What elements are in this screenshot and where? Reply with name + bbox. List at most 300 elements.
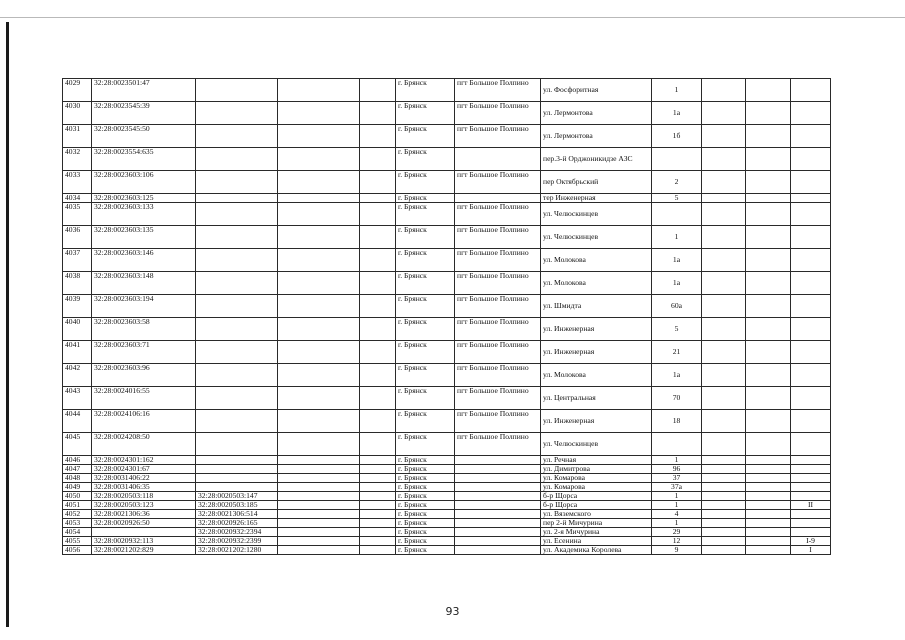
city-cell: г. Брянск xyxy=(396,102,455,125)
empty-cell xyxy=(360,79,396,102)
empty-cell xyxy=(278,546,360,555)
empty-cell xyxy=(746,272,791,295)
city-cell: г. Брянск xyxy=(396,546,455,555)
building-cell xyxy=(702,546,746,555)
table-row xyxy=(63,171,831,194)
empty-cell xyxy=(278,465,360,474)
empty-cell xyxy=(746,295,791,318)
empty-cell xyxy=(278,364,360,387)
city-cell: г. Брянск xyxy=(396,249,455,272)
table-row xyxy=(63,492,831,501)
table-row xyxy=(63,456,831,465)
settlement-cell xyxy=(455,519,541,528)
row-number-cell: 4038 xyxy=(63,272,92,295)
empty-cell xyxy=(746,546,791,555)
city-cell: г. Брянск xyxy=(396,528,455,537)
premises-cadastral-cell xyxy=(196,194,278,203)
empty-cell xyxy=(746,102,791,125)
building-cell xyxy=(702,272,746,295)
empty-cell xyxy=(360,492,396,501)
premises-number-cell xyxy=(791,433,831,456)
settlement-cell: пгт Большое Полпино xyxy=(455,341,541,364)
empty-cell xyxy=(746,501,791,510)
empty-cell xyxy=(278,79,360,102)
premises-number-cell xyxy=(791,341,831,364)
cadastral-number-cell: 32:28:0031406:35 xyxy=(92,483,196,492)
empty-cell xyxy=(746,148,791,171)
house-number-cell: 18 xyxy=(652,410,702,433)
premises-number-cell xyxy=(791,483,831,492)
house-number-cell xyxy=(652,203,702,226)
empty-cell xyxy=(278,483,360,492)
table-row xyxy=(63,501,831,510)
row-number-cell: 4031 xyxy=(63,125,92,148)
table-row xyxy=(63,295,831,318)
street-cell: ул. Инженерная xyxy=(541,341,652,364)
house-number-cell: 4 xyxy=(652,510,702,519)
cadastral-number-cell: 32:28:0023603:146 xyxy=(92,249,196,272)
settlement-cell: пгт Большое Полпино xyxy=(455,79,541,102)
premises-cadastral-cell xyxy=(196,125,278,148)
city-cell: г. Брянск xyxy=(396,226,455,249)
empty-cell xyxy=(746,125,791,148)
premises-number-cell xyxy=(791,510,831,519)
premises-number-cell xyxy=(791,410,831,433)
premises-cadastral-cell xyxy=(196,456,278,465)
building-cell xyxy=(702,433,746,456)
house-number-cell: 2 xyxy=(652,171,702,194)
cadastral-number-cell: 32:28:0023603:194 xyxy=(92,295,196,318)
premises-cadastral-cell xyxy=(196,474,278,483)
house-number-cell: 1 xyxy=(652,226,702,249)
row-number-cell: 4054 xyxy=(63,528,92,537)
table-row xyxy=(63,125,831,148)
empty-cell xyxy=(278,456,360,465)
cadastral-number-cell: 32:28:0024106:16 xyxy=(92,410,196,433)
cadastral-number-cell: 32:28:0020926:50 xyxy=(92,519,196,528)
cadastral-number-cell: 32:28:0023501:47 xyxy=(92,79,196,102)
table-row xyxy=(63,249,831,272)
table-row xyxy=(63,203,831,226)
table-row xyxy=(63,465,831,474)
premises-number-cell xyxy=(791,519,831,528)
building-cell xyxy=(702,79,746,102)
city-cell: г. Брянск xyxy=(396,433,455,456)
cadastral-number-cell: 32:28:0023603:133 xyxy=(92,203,196,226)
premises-cadastral-cell xyxy=(196,364,278,387)
table-row xyxy=(63,510,831,519)
premises-cadastral-cell xyxy=(196,249,278,272)
settlement-cell: пгт Большое Полпино xyxy=(455,410,541,433)
city-cell: г. Брянск xyxy=(396,474,455,483)
empty-cell xyxy=(278,501,360,510)
premises-number-cell xyxy=(791,272,831,295)
building-cell xyxy=(702,519,746,528)
page-number: 93 xyxy=(445,605,460,618)
street-cell: ул. 2-я Мичурина xyxy=(541,528,652,537)
city-cell: г. Брянск xyxy=(396,272,455,295)
empty-cell xyxy=(278,318,360,341)
settlement-cell: пгт Большое Полпино xyxy=(455,295,541,318)
house-number-cell: 60а xyxy=(652,295,702,318)
table-row xyxy=(63,226,831,249)
empty-cell xyxy=(360,387,396,410)
settlement-cell xyxy=(455,510,541,519)
house-number-cell: 1а xyxy=(652,102,702,125)
city-cell: г. Брянск xyxy=(396,79,455,102)
row-number-cell: 4032 xyxy=(63,148,92,171)
premises-cadastral-cell xyxy=(196,272,278,295)
empty-cell xyxy=(278,171,360,194)
row-number-cell: 4039 xyxy=(63,295,92,318)
premises-number-cell xyxy=(791,387,831,410)
empty-cell xyxy=(746,387,791,410)
house-number-cell: 1а xyxy=(652,272,702,295)
building-cell xyxy=(702,465,746,474)
empty-cell xyxy=(278,537,360,546)
premises-cadastral-cell xyxy=(196,465,278,474)
empty-cell xyxy=(746,528,791,537)
cadastral-number-cell: 32:28:0021202:829 xyxy=(92,546,196,555)
building-cell xyxy=(702,364,746,387)
empty-cell xyxy=(746,410,791,433)
house-number-cell: 96 xyxy=(652,465,702,474)
city-cell: г. Брянск xyxy=(396,456,455,465)
house-number-cell: 1а xyxy=(652,249,702,272)
street-cell: ул. Речная xyxy=(541,456,652,465)
row-number-cell: 4034 xyxy=(63,194,92,203)
street-cell: ул. Челюскинцев xyxy=(541,203,652,226)
settlement-cell: пгт Большое Полпино xyxy=(455,171,541,194)
house-number-cell: 9 xyxy=(652,546,702,555)
registry-rows xyxy=(63,79,831,555)
building-cell xyxy=(702,341,746,364)
empty-cell xyxy=(360,510,396,519)
premises-number-cell: I-9 xyxy=(791,537,831,546)
row-number-cell: 4053 xyxy=(63,519,92,528)
premises-cadastral-cell xyxy=(196,387,278,410)
empty-cell xyxy=(746,433,791,456)
building-cell xyxy=(702,492,746,501)
table-row xyxy=(63,148,831,171)
empty-cell xyxy=(278,492,360,501)
table-row xyxy=(63,318,831,341)
building-cell xyxy=(702,456,746,465)
street-cell: ул. Центральная xyxy=(541,387,652,410)
premises-number-cell xyxy=(791,318,831,341)
empty-cell xyxy=(360,226,396,249)
row-number-cell: 4029 xyxy=(63,79,92,102)
house-number-cell: 1 xyxy=(652,519,702,528)
premises-number-cell xyxy=(791,102,831,125)
empty-cell xyxy=(278,125,360,148)
house-number-cell: 1б xyxy=(652,125,702,148)
empty-cell xyxy=(278,203,360,226)
empty-cell xyxy=(360,318,396,341)
house-number-cell: 1 xyxy=(652,79,702,102)
building-cell xyxy=(702,483,746,492)
street-cell: пер Октябрьский xyxy=(541,171,652,194)
house-number-cell: 37 xyxy=(652,474,702,483)
building-cell xyxy=(702,203,746,226)
settlement-cell: пгт Большое Полпино xyxy=(455,272,541,295)
scan-binding-edge xyxy=(6,22,9,627)
premises-number-cell xyxy=(791,364,831,387)
building-cell xyxy=(702,537,746,546)
premises-number-cell: I xyxy=(791,546,831,555)
premises-cadastral-cell: 32:28:0020503:185 xyxy=(196,501,278,510)
city-cell: г. Брянск xyxy=(396,483,455,492)
empty-cell xyxy=(360,272,396,295)
settlement-cell: пгт Большое Полпино xyxy=(455,226,541,249)
address-registry-table xyxy=(62,78,831,555)
empty-cell xyxy=(360,249,396,272)
premises-number-cell xyxy=(791,528,831,537)
cadastral-number-cell: 32:28:0024208:50 xyxy=(92,433,196,456)
house-number-cell: 5 xyxy=(652,194,702,203)
empty-cell xyxy=(360,433,396,456)
premises-cadastral-cell xyxy=(196,318,278,341)
cadastral-number-cell: 32:28:0023545:39 xyxy=(92,102,196,125)
table-row xyxy=(63,364,831,387)
city-cell: г. Брянск xyxy=(396,125,455,148)
city-cell: г. Брянск xyxy=(396,519,455,528)
street-cell: ул. Челюскинцев xyxy=(541,226,652,249)
street-cell: ул. Комарова xyxy=(541,474,652,483)
street-cell: б-р Щорса xyxy=(541,492,652,501)
street-cell: ул. Вяземского xyxy=(541,510,652,519)
empty-cell xyxy=(746,171,791,194)
page-top-rule xyxy=(0,17,905,18)
table-row xyxy=(63,272,831,295)
cadastral-number-cell: 32:28:0024301:67 xyxy=(92,465,196,474)
city-cell: г. Брянск xyxy=(396,171,455,194)
empty-cell xyxy=(746,318,791,341)
premises-cadastral-cell: 32:28:0020926:165 xyxy=(196,519,278,528)
street-cell: пер 2-й Мичурина xyxy=(541,519,652,528)
settlement-cell: пгт Большое Полпино xyxy=(455,387,541,410)
premises-number-cell xyxy=(791,465,831,474)
empty-cell xyxy=(360,528,396,537)
empty-cell xyxy=(360,501,396,510)
settlement-cell xyxy=(455,501,541,510)
settlement-cell: пгт Большое Полпино xyxy=(455,433,541,456)
premises-cadastral-cell: 32:28:0021202:1280 xyxy=(196,546,278,555)
row-number-cell: 4046 xyxy=(63,456,92,465)
street-cell: ул. Челюскинцев xyxy=(541,433,652,456)
street-cell: ул. Академика Королева xyxy=(541,546,652,555)
street-cell: ул. Димитрова xyxy=(541,465,652,474)
settlement-cell: пгт Большое Полпино xyxy=(455,364,541,387)
premises-number-cell xyxy=(791,295,831,318)
row-number-cell: 4041 xyxy=(63,341,92,364)
building-cell xyxy=(702,528,746,537)
street-cell: ул. Лермонтова xyxy=(541,102,652,125)
empty-cell xyxy=(278,387,360,410)
empty-cell xyxy=(360,102,396,125)
premises-number-cell xyxy=(791,79,831,102)
building-cell xyxy=(702,474,746,483)
empty-cell xyxy=(746,492,791,501)
empty-cell xyxy=(746,483,791,492)
empty-cell xyxy=(278,341,360,364)
row-number-cell: 4052 xyxy=(63,510,92,519)
table-row xyxy=(63,483,831,492)
row-number-cell: 4033 xyxy=(63,171,92,194)
street-cell: ул. Молокова xyxy=(541,272,652,295)
premises-cadastral-cell xyxy=(196,433,278,456)
table-row xyxy=(63,537,831,546)
street-cell: ул. Молокова xyxy=(541,249,652,272)
table-row xyxy=(63,528,831,537)
empty-cell xyxy=(746,203,791,226)
empty-cell xyxy=(746,519,791,528)
row-number-cell: 4047 xyxy=(63,465,92,474)
building-cell xyxy=(702,148,746,171)
premises-number-cell xyxy=(791,226,831,249)
settlement-cell xyxy=(455,456,541,465)
house-number-cell: 21 xyxy=(652,341,702,364)
street-cell: ул. Комарова xyxy=(541,483,652,492)
building-cell xyxy=(702,125,746,148)
city-cell: г. Брянск xyxy=(396,501,455,510)
empty-cell xyxy=(360,125,396,148)
premises-number-cell xyxy=(791,148,831,171)
house-number-cell: 12 xyxy=(652,537,702,546)
street-cell: ул. Инженерная xyxy=(541,318,652,341)
table-row xyxy=(63,341,831,364)
settlement-cell: пгт Большое Полпино xyxy=(455,318,541,341)
building-cell xyxy=(702,501,746,510)
settlement-cell xyxy=(455,483,541,492)
cadastral-number-cell: 32:28:0023603:106 xyxy=(92,171,196,194)
table-row xyxy=(63,387,831,410)
settlement-cell xyxy=(455,474,541,483)
building-cell xyxy=(702,194,746,203)
table-row xyxy=(63,410,831,433)
cadastral-number-cell: 32:28:0023603:148 xyxy=(92,272,196,295)
empty-cell xyxy=(360,483,396,492)
row-number-cell: 4055 xyxy=(63,537,92,546)
cadastral-number-cell: 32:28:0023603:96 xyxy=(92,364,196,387)
building-cell xyxy=(702,102,746,125)
city-cell: г. Брянск xyxy=(396,364,455,387)
building-cell xyxy=(702,410,746,433)
street-cell: пер.3-й Орджоникидзе АЗС xyxy=(541,148,652,171)
row-number-cell: 4030 xyxy=(63,102,92,125)
cadastral-number-cell: 32:28:0023603:125 xyxy=(92,194,196,203)
premises-cadastral-cell xyxy=(196,226,278,249)
house-number-cell: 1 xyxy=(652,456,702,465)
premises-number-cell: II xyxy=(791,501,831,510)
cadastral-number-cell: 32:28:0023603:135 xyxy=(92,226,196,249)
empty-cell xyxy=(278,433,360,456)
city-cell: г. Брянск xyxy=(396,318,455,341)
building-cell xyxy=(702,387,746,410)
settlement-cell xyxy=(455,194,541,203)
cadastral-number-cell: 32:28:0031406:22 xyxy=(92,474,196,483)
empty-cell xyxy=(746,194,791,203)
empty-cell xyxy=(278,528,360,537)
empty-cell xyxy=(360,519,396,528)
cadastral-number-cell: 32:28:0023554:635 xyxy=(92,148,196,171)
row-number-cell: 4045 xyxy=(63,433,92,456)
house-number-cell: 1 xyxy=(652,501,702,510)
row-number-cell: 4043 xyxy=(63,387,92,410)
premises-cadastral-cell xyxy=(196,148,278,171)
settlement-cell: пгт Большое Полпино xyxy=(455,249,541,272)
empty-cell xyxy=(278,102,360,125)
table-row xyxy=(63,474,831,483)
city-cell: г. Брянск xyxy=(396,492,455,501)
table-row xyxy=(63,79,831,102)
cadastral-number-cell: 32:28:0021306:36 xyxy=(92,510,196,519)
empty-cell xyxy=(278,148,360,171)
street-cell: б-р Щорса xyxy=(541,501,652,510)
premises-cadastral-cell: 32:28:0020932:2394 xyxy=(196,528,278,537)
premises-number-cell xyxy=(791,194,831,203)
row-number-cell: 4049 xyxy=(63,483,92,492)
empty-cell xyxy=(746,226,791,249)
empty-cell xyxy=(746,249,791,272)
empty-cell xyxy=(278,226,360,249)
city-cell: г. Брянск xyxy=(396,148,455,171)
building-cell xyxy=(702,295,746,318)
empty-cell xyxy=(360,203,396,226)
street-cell: ул. Молокова xyxy=(541,364,652,387)
house-number-cell: 70 xyxy=(652,387,702,410)
empty-cell xyxy=(746,79,791,102)
premises-number-cell xyxy=(791,203,831,226)
row-number-cell: 4040 xyxy=(63,318,92,341)
premises-number-cell xyxy=(791,456,831,465)
cadastral-number-cell: 32:28:0023603:58 xyxy=(92,318,196,341)
row-number-cell: 4035 xyxy=(63,203,92,226)
cadastral-number-cell: 32:28:0020503:118 xyxy=(92,492,196,501)
house-number-cell xyxy=(652,148,702,171)
row-number-cell: 4044 xyxy=(63,410,92,433)
building-cell xyxy=(702,318,746,341)
table-row xyxy=(63,433,831,456)
house-number-cell: 1 xyxy=(652,492,702,501)
row-number-cell: 4051 xyxy=(63,501,92,510)
settlement-cell: пгт Большое Полпино xyxy=(455,203,541,226)
premises-number-cell xyxy=(791,492,831,501)
empty-cell xyxy=(360,465,396,474)
empty-cell xyxy=(278,194,360,203)
table-row xyxy=(63,519,831,528)
empty-cell xyxy=(746,537,791,546)
street-cell: ул. Шмидта xyxy=(541,295,652,318)
empty-cell xyxy=(360,474,396,483)
row-number-cell: 4036 xyxy=(63,226,92,249)
cadastral-number-cell: 32:28:0020503:123 xyxy=(92,501,196,510)
table-row xyxy=(63,102,831,125)
premises-cadastral-cell xyxy=(196,483,278,492)
house-number-cell: 1а xyxy=(652,364,702,387)
row-number-cell: 4042 xyxy=(63,364,92,387)
empty-cell xyxy=(746,465,791,474)
premises-number-cell xyxy=(791,249,831,272)
empty-cell xyxy=(278,272,360,295)
premises-cadastral-cell xyxy=(196,203,278,226)
cadastral-number-cell: 32:28:0024016:55 xyxy=(92,387,196,410)
row-number-cell: 4037 xyxy=(63,249,92,272)
cadastral-number-cell: 32:28:0020932:113 xyxy=(92,537,196,546)
city-cell: г. Брянск xyxy=(396,410,455,433)
premises-cadastral-cell xyxy=(196,410,278,433)
street-cell: ул. Фосфоритная xyxy=(541,79,652,102)
